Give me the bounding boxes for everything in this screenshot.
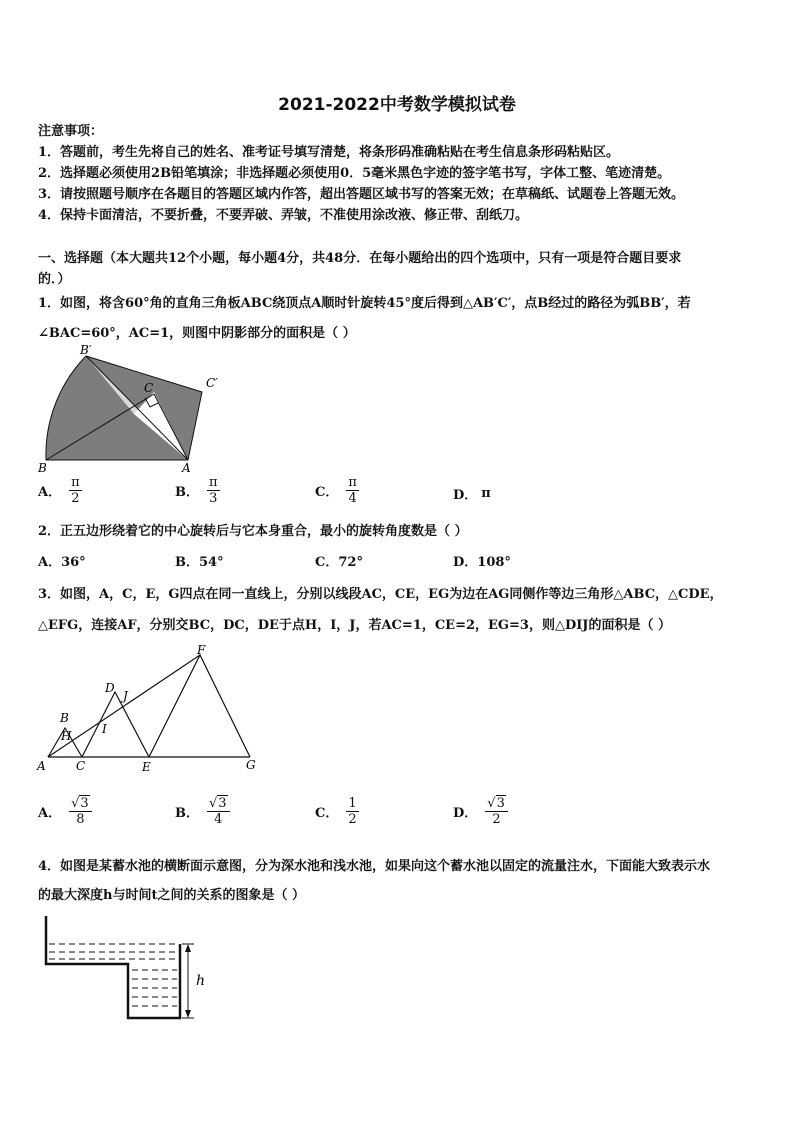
notice-item-3: 3．请按照题号顺序在各题目的答题区域内作答，超出答题区域书写的答案无效；在草稿纸、试题卷上答题无效。 xyxy=(38,187,685,202)
q3-text-line2: △EFG，连接AF，分别交BC，DC，DE于点H，I，J，若AC=1，CE=2，EG=3，则△DIJ的面积是（ ） xyxy=(38,618,671,633)
q3-label-a: A xyxy=(37,759,46,773)
q3-label-i: I xyxy=(102,722,107,736)
section-heading-line2: 的．） xyxy=(38,272,71,287)
q3-text-line1: 3．如图，A，C，E，G四点在同一直线上，分别以线段AC，CE，EG为边在AG同侧作等边三角形△ABC，△CDE， xyxy=(38,587,723,602)
notice-item-1: 1．答题前，考生先将自己的姓名、准考证号填写清楚，将条形码准确粘贴在考生信息条形码粘贴区。 xyxy=(38,145,620,160)
q3-label-f: F xyxy=(197,643,206,657)
q3-option-a[interactable]: A． $\frac{√3}{8}$ xyxy=(38,796,92,827)
q1-label-c: C xyxy=(144,381,154,395)
q4-label-h: h xyxy=(196,973,206,989)
q1-label-a: A xyxy=(182,461,191,474)
notice-heading: 注意事项： xyxy=(38,124,104,139)
q4-text-line1: 4．如图是某蓄水池的横断面示意图，分为深水池和浅水池，如果向这个蓄水池以固定的流量注水，下面能大致表示水 xyxy=(38,859,711,874)
q3-label-d: D xyxy=(105,681,115,695)
q4-figure xyxy=(42,912,222,1024)
q3-option-b[interactable]: B． $\frac{√3}{4}$ xyxy=(175,796,230,827)
q3-label-e: E xyxy=(142,760,151,774)
q1-option-c[interactable]: C． $\frac{\pi}{4}$ xyxy=(315,475,357,506)
q1-label-bprime: B′ xyxy=(80,343,92,357)
q2-option-d[interactable]: D．108° xyxy=(453,555,511,570)
page-title: 2021-2022中考数学模拟试卷 xyxy=(278,95,516,115)
q1-text-line2: ∠BAC=60°，AC=1，则图中阴影部分的面积是（ ） xyxy=(38,326,356,341)
q2-option-b[interactable]: B．54° xyxy=(175,555,224,570)
q3-label-h: H xyxy=(61,729,72,743)
q1-figure xyxy=(36,342,226,474)
q3-label-j: J xyxy=(123,689,128,703)
q1-option-a[interactable]: A． $\frac{\pi}{2}$ xyxy=(38,475,80,506)
q2-option-c[interactable]: C．72° xyxy=(315,555,363,570)
q3-label-g: G xyxy=(246,758,256,772)
q1-option-d[interactable]: D． π xyxy=(453,486,491,503)
q1-option-b[interactable]: B． $\frac{\pi}{3}$ xyxy=(175,475,218,506)
notice-item-4: 4．保持卡面清洁，不要折叠，不要弄破、弄皱，不准使用涂改液、修正带、刮纸刀。 xyxy=(38,208,529,223)
q3-label-b: B xyxy=(60,711,69,725)
q1-label-cprime: C′ xyxy=(206,376,218,390)
q2-text: 2．正五边形绕着它的中心旋转后与它本身重合，最小的旋转角度数是（ ） xyxy=(38,524,468,539)
section-heading-line1: 一、选择题（本大题共12个小题，每小题4分，共48分．在每小题给出的四个选项中，只有一项是符合题目要求 xyxy=(38,251,682,266)
q1-label-b: B xyxy=(38,461,47,474)
q2-option-a[interactable]: A．36° xyxy=(38,555,86,570)
notice-item-2: 2．选择题必须使用2B铅笔填涂；非选择题必须使用0．5毫米黑色字迹的签字笔书写，字体工整、笔迹清楚。 xyxy=(38,166,671,181)
q3-option-c[interactable]: C． $\frac{1}{2}$ xyxy=(315,796,357,827)
q4-text-line2: 的最大深度h与时间t之间的关系的图象是（ ） xyxy=(38,888,305,903)
q3-figure xyxy=(34,642,264,777)
q1-text-line1: 1．如图，将含60°角的直角三角板ABC绕顶点A顺时针旋转45°度后得到△AB′C′，点B经过的路径为弧BB′，若 xyxy=(38,296,691,311)
q3-label-c: C xyxy=(76,759,86,773)
q3-option-d[interactable]: D． $\frac{√3}{2}$ xyxy=(453,796,508,827)
